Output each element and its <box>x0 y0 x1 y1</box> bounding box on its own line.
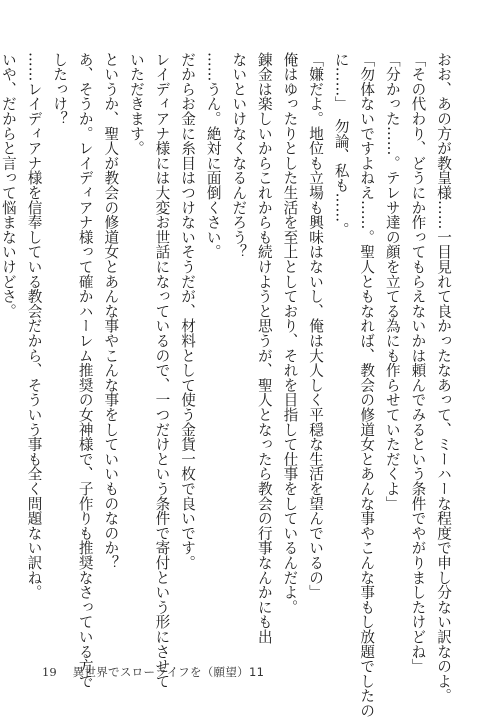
book-title: 異世界でスローライフを（願望）11 <box>72 665 265 679</box>
text-line: 錬金は楽しいからこれからも続けようと思うが、聖人となったら教会の行事なんかにも出 <box>255 52 273 644</box>
text-line: ……うん。絶対に面倒くさい。 <box>204 52 222 260</box>
text-line: したっけ？ <box>51 52 69 126</box>
text-line: 「その代わり、どうにか作ってもらえないかは頼んでみるという条件でやがりましたけどね」 <box>409 52 427 674</box>
text-line: おお、あの方が教皇様……一目見れて良かったなあって、ミーハーな程度で申し分ない訳なのよ。 <box>435 52 452 704</box>
text-line: 「分かった……。テレサ達の顔を立てる為にも作らせていただくよ」 <box>383 52 401 511</box>
text-line: いただきます。 <box>127 52 145 156</box>
page-number: 19 <box>42 665 57 679</box>
page-footer <box>42 664 264 678</box>
text-line: 俺はゆったりとした生活を至上としており、それを目指して仕事をしているんだよ。 <box>281 52 299 615</box>
text-line: 「嫌だよ。地位も立場も興味はないし、俺は大人しく平穏な生活を望んでいるの」 <box>307 52 325 600</box>
text-line: だからお金に糸目はつけないそうだが、材料として使う金貨一枚で良いです。 <box>179 52 197 570</box>
text-line: あ、そうか。レイディアナ様って確かハーレム推奨の女神様で、子作りも推奨なさっている方で <box>76 52 94 689</box>
text-line: レイディアナ様には大変お世話になっているので、一つだけという条件で寄付という形にさせて <box>153 52 171 689</box>
text-line: に……」 勿論、私も……。 <box>332 52 350 238</box>
text-line: 「勿体ないですよねえ……。聖人ともなれば、教会の修道女とあんな事やこんな事もし放題でしたの <box>358 52 376 718</box>
text-line: というか、聖人が教会の修道女とあんな事やこんな事をしていいものなのか？ <box>102 52 120 570</box>
text-line: ……レイディアナ様を信奉している教会だから、そういう事も全く問題ない訳ね。 <box>25 52 43 600</box>
text-line: ないといけなくなるんだろう？ <box>230 52 248 260</box>
text-line: いや、だからと言って悩まないけどさ。 <box>0 52 17 319</box>
